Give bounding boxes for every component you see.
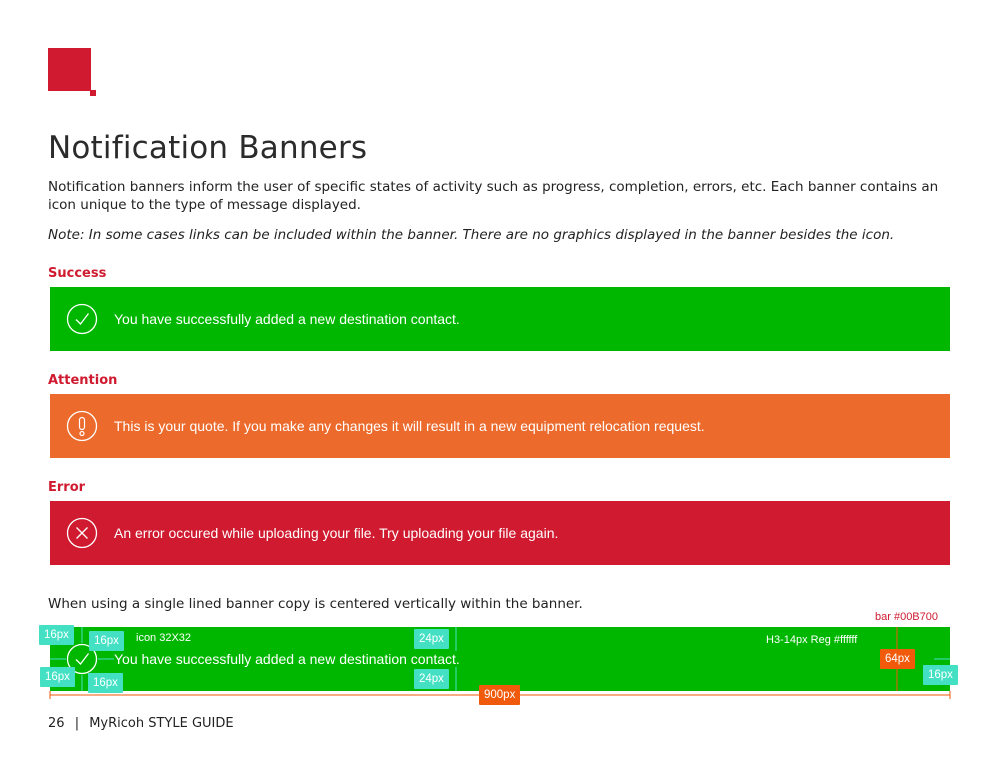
footer-title: MyRicoh STYLE GUIDE — [89, 716, 234, 731]
error-label: Error — [48, 480, 86, 495]
icon-size-label: icon 32X32 — [136, 632, 192, 644]
page-footer — [48, 716, 234, 731]
width-measure: 900px — [479, 685, 520, 705]
success-label: Success — [48, 266, 107, 281]
height-measure: 64px — [880, 649, 915, 669]
left-padding-measure: 16px — [40, 667, 75, 687]
bar-color-label: bar #00B700 — [875, 611, 938, 623]
icon-bottom-padding-measure: 16px — [88, 673, 123, 693]
success-message: You have successfully added a new destination contact. — [114, 311, 460, 327]
spec-intro: When using a single lined banner copy is centered vertically within the banner. — [48, 596, 583, 612]
page-number: 26 — [48, 716, 65, 731]
text-bottom-padding-measure: 24px — [414, 669, 449, 689]
attention-label: Attention — [48, 373, 118, 388]
text-top-padding-measure: 24px — [414, 629, 449, 649]
error-message: An error occured while uploading your file. Try uploading your file again. — [114, 525, 559, 541]
note-paragraph: Note: In some cases links can be included within the banner. There are no graphics displayed in the banner besides the icon. — [48, 227, 895, 243]
icon-top-padding-measure: 16px — [89, 631, 124, 651]
spec-message: You have successfully added a new destination contact. — [114, 651, 460, 667]
right-padding-measure: 16px — [923, 665, 958, 685]
attention-message: This is your quote. If you make any changes it will result in a new equipment relocation request. — [114, 418, 705, 434]
type-spec-label: H3-14px Reg #ffffff — [766, 634, 858, 646]
top-padding-measure: 16px — [39, 625, 74, 645]
footer-separator: | — [74, 716, 80, 731]
intro-paragraph: Notification banners inform the user of specific states of activity such as progress, completion, errors, etc. Each banner contains an icon unique to the type of message displayed. — [48, 179, 939, 213]
page-title: Notification Banners — [48, 130, 368, 166]
